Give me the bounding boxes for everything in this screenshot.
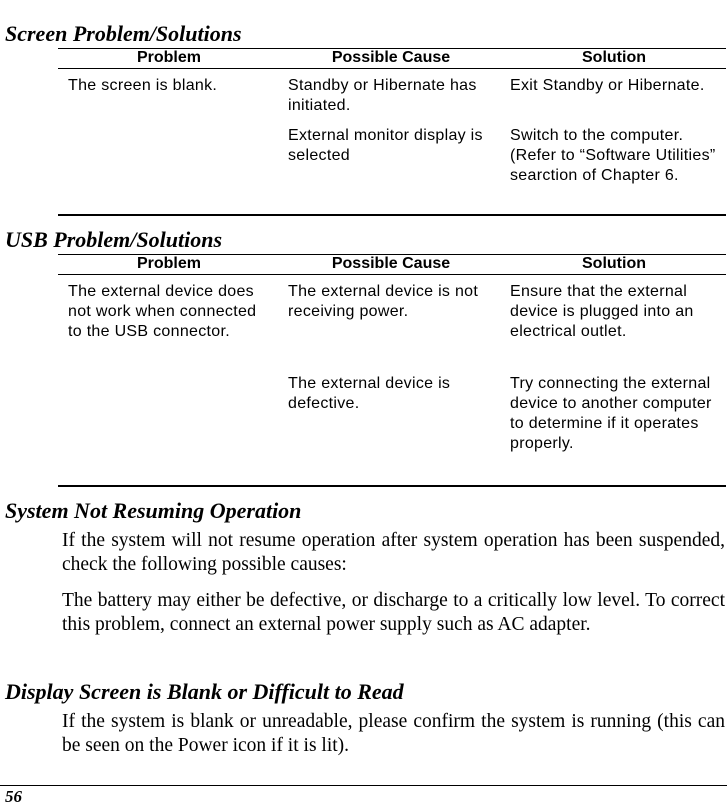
header-possible-cause: Possible Cause bbox=[331, 255, 451, 272]
section-heading-screen: Screen Problem/Solutions bbox=[5, 21, 242, 46]
header-solution: Solution bbox=[582, 255, 646, 272]
cell-problem: The external device does not work when connected to the USB connector. bbox=[68, 283, 257, 340]
header-solution: Solution bbox=[582, 49, 646, 66]
cell-solution: Switch to the computer. (Refer to “Software Utilities” searction of Chapter 6. bbox=[510, 127, 716, 184]
usb-problem-table bbox=[58, 254, 726, 452]
table-header bbox=[58, 254, 726, 275]
header-problem: Problem bbox=[136, 255, 201, 272]
paragraph: If the system is blank or unreadable, please confirm the system is running (this can be seen on the Power icon if it is lit). bbox=[62, 711, 725, 756]
cell-cause: Standby or Hibernate has initiated. bbox=[288, 77, 477, 114]
cell-cause: The external device is not receiving power. bbox=[288, 283, 479, 320]
cell-cause: External monitor display is selected bbox=[288, 127, 483, 164]
cell-solution: Try connecting the external device to another computer to determine if it operates properly. bbox=[510, 375, 712, 452]
paragraph: The battery may either be defective, or discharge to a critically low level. To correct this problem, connect an external power supply such as AC adapter. bbox=[62, 590, 725, 635]
header-problem: Problem bbox=[136, 49, 201, 66]
section-heading-display: Display Screen is Blank or Difficult to Read bbox=[5, 679, 404, 704]
footer-rule bbox=[0, 785, 727, 786]
table-header bbox=[58, 48, 726, 69]
section-heading-resume: System Not Resuming Operation bbox=[5, 498, 302, 523]
table-bottom-rule bbox=[58, 485, 726, 487]
cell-solution: Ensure that the external device is plugged into an electrical outlet. bbox=[510, 283, 694, 340]
table-bottom-rule bbox=[58, 214, 726, 216]
header-possible-cause: Possible Cause bbox=[331, 49, 451, 66]
cell-solution: Exit Standby or Hibernate. bbox=[510, 77, 705, 94]
cell-problem: The screen is blank. bbox=[68, 77, 218, 94]
paragraph: If the system will not resume operation after system operation has been suspended, check the following possible causes: bbox=[62, 530, 725, 575]
section-heading-usb: USB Problem/Solutions bbox=[5, 227, 223, 252]
cell-cause: The external device is defective. bbox=[288, 375, 451, 412]
page-number: 56 bbox=[5, 787, 22, 806]
screen-problem-table bbox=[58, 48, 726, 184]
